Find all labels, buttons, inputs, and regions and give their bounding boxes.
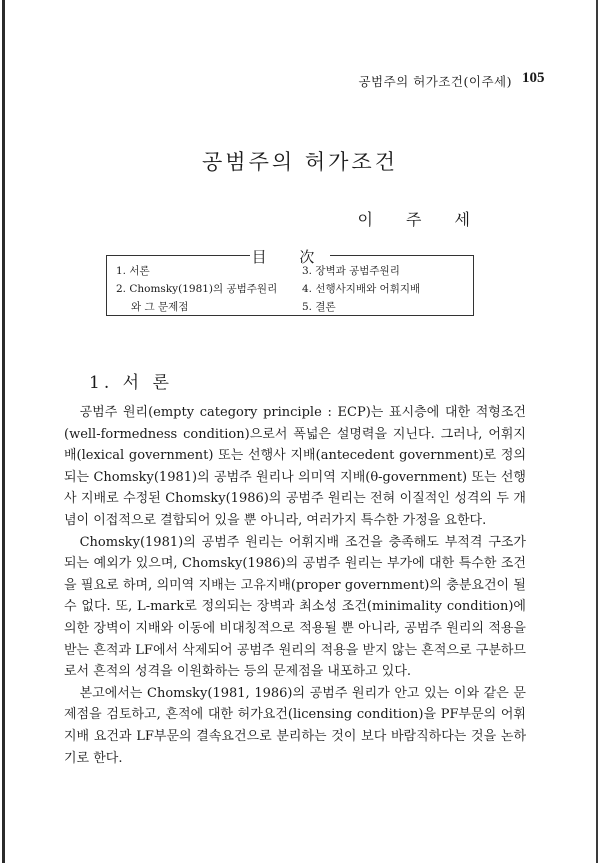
running-head: 공범주의 허가조건(이주세) — [358, 74, 512, 89]
toc-item: 1. 서론 — [116, 265, 150, 277]
author-name: 이 주 세 — [357, 210, 484, 229]
toc-item: 와 그 문제점 — [131, 301, 189, 313]
scan-border-right — [596, 0, 598, 863]
paragraph: 본고에서는 Chomsky(1981, 1986)의 공범주 원리가 안고 있는 이와 같은 문제점을 검토하고, 흔적에 대한 허가요건(licensing condition)을 PF부문의 어휘지배 요건과 LF부문의 결속요건으로 분리하는 것이 보다 바람직하다는 것을 논하기로 한다. — [64, 685, 526, 766]
table-of-contents — [106, 246, 474, 318]
paragraph: Chomsky(1981)의 공범주 원리는 어휘지배 조건을 충족해도 부적격 구조가 되는 예외가 있으며, Chomsky(1986)의 공범주 원리는 부가에 대한 특수한 조건을 필요로 하며, 의미역 지배는 고유지배(proper government)의 충분요건이 될 수 없다. 또, L-mark로 정의되는 장벽과 최소성 조건(minimality condition)에 의한 장벽이 지배와 이동에 비대칭적으로 적용될 뿐 아니라, 공범주 원리의 적용을 받는 흔적과 LF에서 삭제되어 공범주 원리의 적용을 받지 않는 흔적으로 구분하므로서 흔적의 성격을 이원화하는 등의 문제점을 내포하고 있다. — [64, 534, 526, 680]
page-number: 105 — [522, 70, 545, 86]
toc-left-column — [116, 262, 277, 316]
section-heading: 1. 서 론 — [89, 373, 173, 393]
toc-item: 4. 선행사지배와 어휘지배 — [302, 283, 421, 295]
toc-item: 2. Chomsky(1981)의 공범주원리 — [116, 283, 278, 295]
toc-item: 5. 결론 — [302, 301, 336, 313]
toc-item: 3. 장벽과 공범주원리 — [302, 265, 400, 277]
body-text — [64, 402, 526, 769]
article-title: 공범주의 허가조건 — [202, 150, 398, 174]
scan-border-left — [2, 0, 5, 863]
toc-heading: 目 次 — [251, 248, 329, 266]
toc-right-column — [302, 262, 420, 316]
paragraph: 공범주 원리(empty category principle : ECP)는 표시층에 대한 적형조건(well-formedness condition)으로서 폭넓은 설명력을 지닌다. 그러나, 어휘지배(lexical government) 또는 선행사 지배(antecedent government)로 정의되는 Chomsky(1981)의 공범주 원리나 의미역 지배(θ-government) 또는 선행사 지배로 수정된 Chomsky(1986)의 공범주 원리는 전혀 이질적인 성격의 두 개념이 이접적으로 결합되어 있을 뿐 아니라, 여러가지 특수한 가정을 요한다. — [64, 405, 526, 528]
